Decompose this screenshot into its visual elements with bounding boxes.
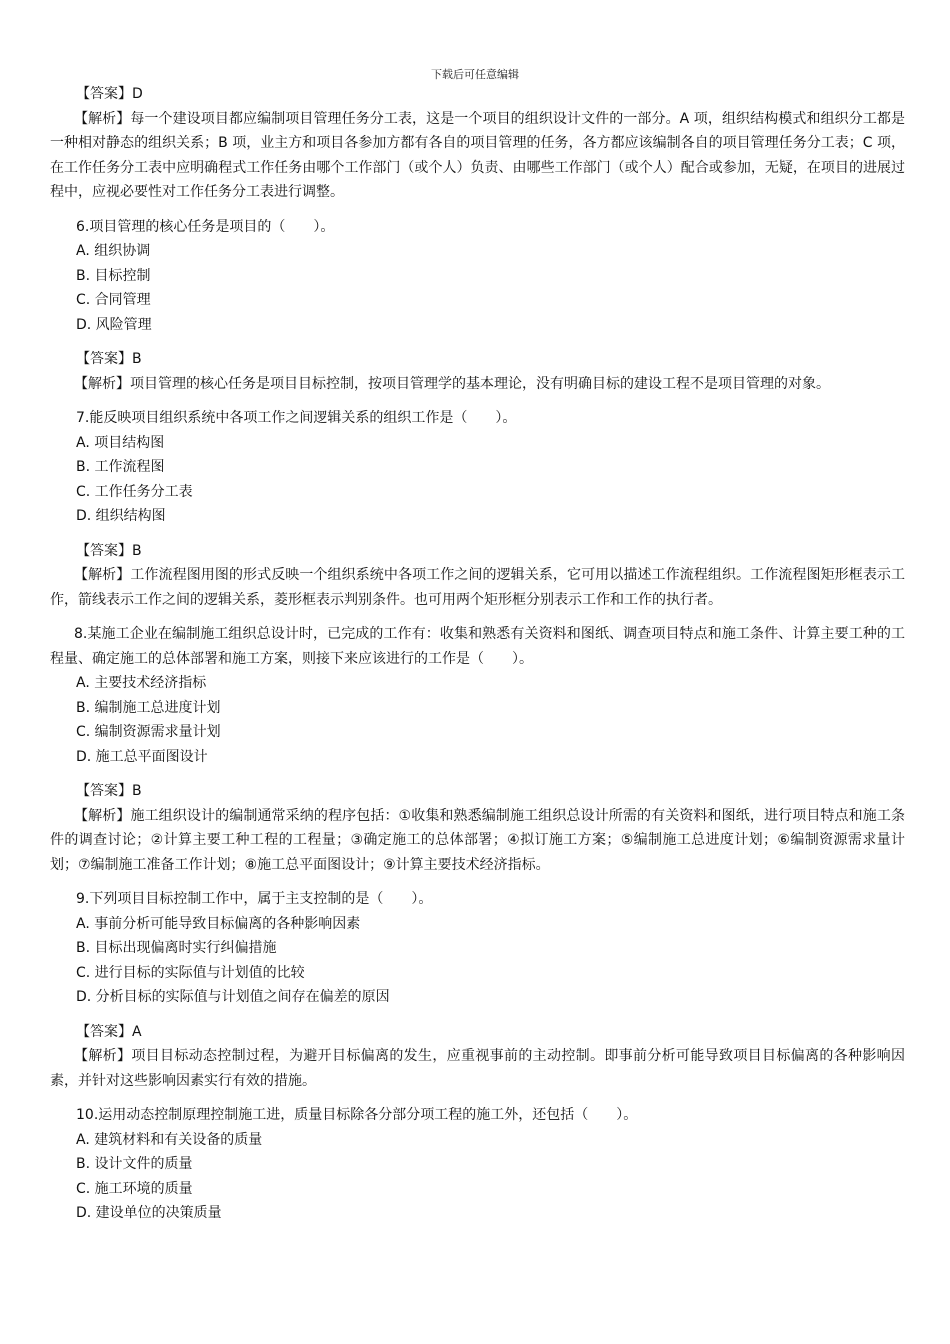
question-stem-9: 9.下列项目目标控制工作中，属于主支控制的是（ ）。 [76,891,433,907]
answer-label: 【答案】D [76,86,143,102]
page-header: 下载后可任意编辑 [431,68,519,81]
option-c: C. 进行目标的实际值与计划值的比较 [76,964,305,981]
answer-label: 【答案】B [76,783,142,799]
option-c: C. 工作任务分工表 [76,483,193,500]
answer-block-8 [50,779,905,877]
option-d: D. 建设单位的决策质量 [76,1205,222,1221]
answer-block-9 [50,1020,905,1094]
answer-block-6 [50,347,905,396]
question-stem-6: 6.项目管理的核心任务是项目的（ ）。 [76,218,335,235]
option-b: B. 目标出现偏离时实行纠偏措施 [76,940,277,956]
question-stem-7: 7.能反映项目组织系统中各项工作之间逻辑关系的组织工作是（ ）。 [76,410,517,426]
option-b: B. 编制施工总进度计划 [76,699,221,716]
option-d: D. 风险管理 [76,316,152,333]
answer-label: 【答案】A [76,1023,142,1040]
analysis-text: 【解析】施工组织设计的编制通常采纳的程序包括：①收集和熟悉编制施工组织总设计所需的有关资料和图纸，进行项目特点和施工条件的调查讨论；②计算主要工种工程的工程量；③确定施工的总体部署；④拟订施工方案；⑤编制施工总进度计划；⑥编制资源需求量计划；⑦编制施工准备工作计划；⑧施工总平面图设计；⑨计算主要技术经济指标。 [50,807,905,873]
option-b: B. 工作流程图 [76,459,165,475]
option-c: C. 施工环境的质量 [76,1180,193,1197]
option-d: D. 组织结构图 [76,508,166,524]
option-d: D. 分析目标的实际值与计划值之间存在偏差的原因 [76,989,390,1005]
option-c: C. 合同管理 [76,292,151,308]
analysis-text: 【解析】项目目标动态控制过程，为避开目标偏离的发生，应重视事前的主动控制。即事前分析可能导致项目目标偏离的各种影响因素，并针对这些影响因素实行有效的措施。 [50,1048,905,1089]
analysis-text: 【解析】每一个建设项目都应编制项目管理任务分工表，这是一个项目的组织设计文件的一部分。A 项，组织结构模式和组织分工都是一种相对静态的组织关系；B 项，业主方和项目各参加方都有各自的项目管理的任务，各方都应该编制各自的项目管理任务分工表；C 项，在工作任务分工表中应明确程式工作任务由哪个工作部门（或个人）负责、由哪些工作部门（或个人）配合或参加，无疑，在项目的进展过程中，应视必要性对工作任务分工表进行调整。 [50,110,905,200]
option-a: A. 事前分析可能导致目标偏离的各种影响因素 [76,915,361,932]
document-body [50,82,905,1226]
answer-label: 【答案】B [76,351,142,367]
option-c: C. 编制资源需求量计划 [76,724,221,740]
analysis-text: 【解析】项目管理的核心任务是项目目标控制，按项目管理学的基本理论，没有明确目标的建设工程不是项目管理的对象。 [74,375,830,392]
option-a: A. 主要技术经济指标 [76,675,207,691]
answer-label: 【答案】B [76,542,142,559]
option-a: A. 项目结构图 [76,434,165,451]
question-stem-8: 8.某施工企业在编制施工组织总设计时，已完成的工作有：收集和熟悉有关资料和图纸、调查项目特点和施工条件、计算主要工种的工程量、确定施工的总体部署和施工方案，则接下来应该进行的工作是（ ）。 [50,626,905,667]
answer-block-5 [50,82,905,205]
option-a: A. 组织协调 [76,243,151,259]
option-b: B. 设计文件的质量 [76,1156,193,1172]
option-a: A. 建筑材料和有关设备的质量 [76,1131,263,1148]
option-d: D. 施工总平面图设计 [76,748,208,765]
analysis-text: 【解析】工作流程图用图的形式反映一个组织系统中各项工作之间的逻辑关系，它可用以描述工作流程组织。工作流程图矩形框表示工作，箭线表示工作之间的逻辑关系，菱形框表示判别条件。也可用两个矩形框分别表示工作和工作的执行者。 [50,567,905,608]
question-stem-10: 10.运用动态控制原理控制施工进，质量目标除各分部分项工程的施工外，还包括（ ）。 [76,1107,638,1123]
option-b: B. 目标控制 [76,267,151,284]
answer-block-7 [50,539,905,613]
